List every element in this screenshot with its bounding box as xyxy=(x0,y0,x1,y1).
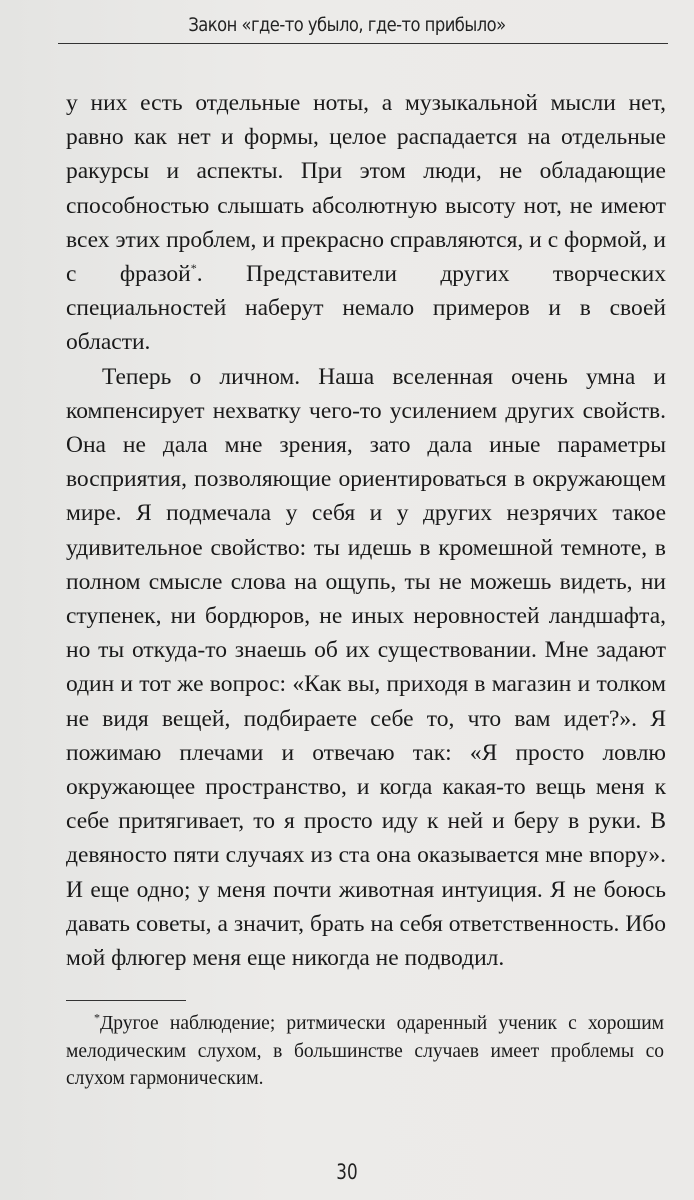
running-header: Закон «где-то убыло, где-то прибыло» xyxy=(188,14,506,36)
page-number: 30 xyxy=(336,1160,358,1184)
footnote-reference: * xyxy=(190,261,197,276)
paragraph-1 xyxy=(66,86,666,360)
header-rule xyxy=(58,43,668,44)
footnote-mark: * xyxy=(94,1010,100,1025)
footnote-rule xyxy=(66,1000,186,1001)
footnote-text: Другое наблюдение; ритмически одаренный ученик с хорошим мелодическим слухом, в большинстве случаев имеет проблемы со слухом гармоническим. xyxy=(66,1013,664,1089)
paragraph-1-tail: . Представители других творческих специальностей наберут немало примеров и в своей области. xyxy=(66,261,666,356)
paragraph-1-text: у них есть отдельные ноты, а музыкальной мысли нет, равно как нет и формы, целое распадается на отдельные ракурсы и аспекты. При этом люди, не обладающие способностью слышать абсолютную высоту нот, не имеют всех этих проблем, и прекрасно справляются, и с формой, и с фразой xyxy=(66,90,666,288)
footnote xyxy=(66,1010,664,1093)
main-text xyxy=(66,86,666,975)
paragraph-2: Теперь о личном. Наша вселенная очень умна и компенсирует нехватку чего-то усилением других свойств. Она не дала мне зрения, зато дала иные параметры восприятия, позволяющие ориентироваться в окружающем мире. Я подмечала у себя и у других незрячих такое удивительное свойство: ты идешь в кромешной темноте, в полном смысле слова на ощупь, ты не можешь видеть, ни ступенек, ни бордюров, не иных неровностей ландшафта, но ты откуда-то знаешь об их существовании. Мне задают один и тот же вопрос: «Как вы, приходя в магазин и толком не видя вещей, подбираете себе то, что вам идет?». Я пожимаю плечами и отвечаю так: «Я просто ловлю окружающее пространство, и когда какая-то вещь меня к себе притягивает, то я просто иду к ней и беру в руки. В девяносто пяти случаях из ста она оказывается мне впору». И еще одно; у меня почти животная интуиция. Я не боюсь давать советы, а значит, брать на себя ответственность. Ибо мой флюгер меня еще никогда не подводил. xyxy=(66,363,666,972)
